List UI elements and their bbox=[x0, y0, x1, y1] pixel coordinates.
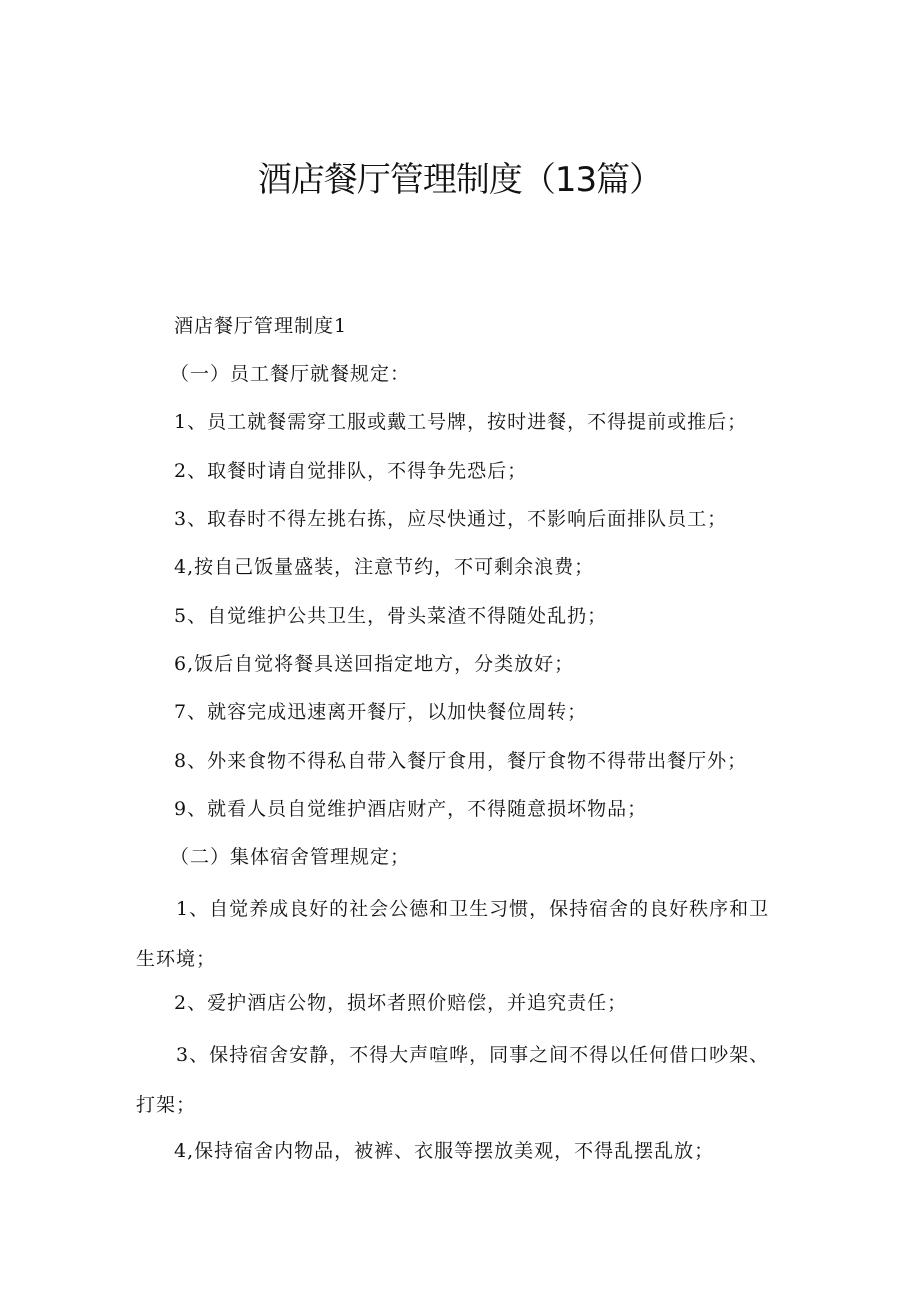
list-item-line: 打架； bbox=[136, 1094, 197, 1116]
list-item: 4,按自己饭量盛装，注意节约，不可剩余浪费； bbox=[174, 556, 595, 578]
list-item-line: 3、保持宿舍安静，不得大声喧哗，同事之间不得以任何借口吵架、 bbox=[176, 1044, 770, 1066]
list-item: 2、爱护酒店公物，损坏者照价赔偿，并追究责任； bbox=[174, 992, 628, 1014]
list-item: 7、就容完成迅速离开餐厅，以加快餐位周转； bbox=[174, 701, 588, 723]
list-item: 2、取餐时请自觉排队，不得争先恐后； bbox=[174, 460, 528, 482]
list-item: 1、员工就餐需穿工服或戴工号牌，按时进餐，不得提前或推后； bbox=[174, 411, 748, 433]
list-item-line: 1、自觉养成良好的社会公德和卫生习惯，保持宿舍的良好秩序和卫 bbox=[176, 898, 770, 920]
list-item-line: 生环境； bbox=[136, 948, 217, 970]
list-item-wrapped bbox=[136, 1030, 786, 1130]
list-item: 6,饭后自觉将餐具送回指定地方，分类放好； bbox=[174, 653, 575, 675]
list-item-wrapped bbox=[136, 884, 786, 984]
list-item: 3、取春时不得左挑右拣，应尽快通过，不影响后面排队员工； bbox=[174, 508, 728, 530]
list-item: 4,保持宿舍内物品，被裤、衣服等摆放美观，不得乱摆乱放； bbox=[174, 1140, 715, 1162]
list-item: 8、外来食物不得私自带入餐厅食用，餐厅食物不得带出餐厅外； bbox=[174, 750, 748, 772]
section-heading: 酒店餐厅管理制度1 bbox=[174, 315, 348, 337]
list-item: 9、就看人员自觉维护酒店财产，不得随意损坏物品； bbox=[174, 798, 648, 820]
part2-heading: （二）集体宿舍管理规定； bbox=[170, 846, 411, 868]
list-item: 5、自觉维护公共卫生，骨头菜渣不得随处乱扔； bbox=[174, 605, 608, 627]
document-title: 酒店餐厅管理制度（13篇） bbox=[257, 160, 663, 200]
part1-heading: （一）员工餐厅就餐规定： bbox=[170, 363, 411, 385]
